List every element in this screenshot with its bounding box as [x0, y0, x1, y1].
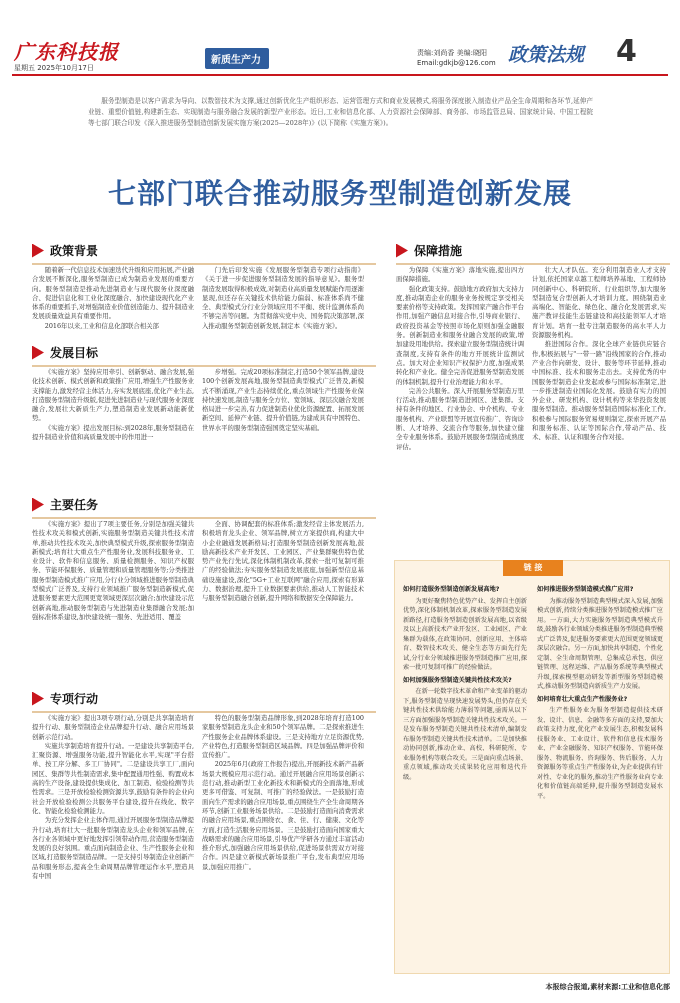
- background-col1: [32, 266, 194, 338]
- editor-credit: 责编:刘尚香 美编:晓阳: [417, 49, 487, 57]
- source-note: 本报综合报道,素材来源:工业和信息化部: [545, 983, 670, 991]
- section-title: 主要任务: [50, 498, 99, 512]
- section-title: 政策法规: [508, 44, 585, 66]
- section-title: 专项行动: [50, 692, 99, 706]
- links-box: [394, 560, 670, 974]
- section-goals: [32, 344, 376, 367]
- qa-answer: 生产性服务业为服务型制造提供技术研发、设计、信息、金融等多方面的支持,要加大政策支持力度,优化产业发展生态,积极发展科技服务业、工业设计、软件和信息技术服务业、产业金融服务、知识产权服务、节能环保服务、物流服务、咨询服务、售后服务、人力资源服务等重点生产性服务业,为企业提供有针对性、专业化的服务,推动生产性服务业向专业化和价值链高端延伸,提升服务型制造发展水平。: [537, 707, 663, 800]
- qa-question: 如何培育壮大重点生产性服务业?: [537, 695, 628, 703]
- tasks-col1: [32, 520, 194, 666]
- section-title: 保障措施: [414, 244, 463, 258]
- newspaper-logo: 广东科技报: [14, 40, 119, 64]
- paragraph: 为充分发挥企业主体作用,通过开展服务型制造品牌提升行动,培育壮大一批服务型制造龙头企业和领军品牌,在各行业各领域中更好地发挥引领带动作用,营造服务型制造发展的良好氛围。重点面向制造企业、生产性服务企业和区域,打造服务型制造品牌。一是支持引导制造企业创新产品和服务形态,提高全生命周期品牌管理运作水平,塑造具有中国: [32, 816, 194, 881]
- paragraph: 完善公共服务。深入开展服务型制造万里行活动,推动服务型制造进园区、进集群。支持有条件的地区、行业协会、中介机构、专业服务机构、产业联盟等开展宣传推广、咨询诊断、人才培养、交流合作等服务,加快建立健全专业服务体系。鼓励开展服务型制造成熟度评估。: [396, 386, 524, 451]
- section-name: 新质生产力: [205, 48, 269, 69]
- tasks-col2: [202, 520, 364, 666]
- paragraph: 为保障《实施方案》落地实施,提出四方面保障措施。: [396, 266, 524, 284]
- actions-col1: [32, 714, 194, 992]
- actions-col2: [202, 714, 364, 992]
- goals-col2: [202, 368, 364, 478]
- paragraph: 推进国际合作。深化全球产业链供应链合作,积极拓展与"一带一路"沿线国家的合作,推动产业合作向研发、设计、服务等环节延伸,推动中国标准、技术和服务走出去。支持优秀的中国服务型制造企业发起或参与国际标准制定,进一步推进制造业国际化发展。鼓励有实力的国外企业、研发机构、设计机构等来华投资发展服务型制造。推动服务型制造国际标准化工作,积极参与国际服务贸易规则制定,探索开展产品和服务标准、认证等国际合作,带动产品、技术、标准、认证和服务合作对接。: [532, 340, 666, 442]
- paragraph: 步增强。完成20项标准制定,打造50个领军品牌,建设100个创新发展高地,服务型制造典型模式广泛普及,新模式不断涌现,产业生态持续优化,重点领域生产性服务业保持快速发展,制造与服务全方位、宽领域、深层次融合发展格局进一步完善,有力促进制造业优化资源配置、拓展发展新空间、延伸产业链、提升价值链,为建成具有中国特色、世界水平的服务型制造强国奠定坚实基础。: [202, 368, 364, 432]
- editor-email: Email:gdkjb@126.com: [417, 59, 496, 67]
- measures-col1: [396, 266, 524, 546]
- section-marker-icon: [32, 692, 44, 706]
- paragraph: 《实施方案》提出发展目标:到2028年,服务型制造在提升制造业价值和高质量发展中的作用进一: [32, 423, 194, 442]
- qa-answer: 为推动服务型制造典型模式深入发展,加强模式创新,持续分类推进服务型制造模式推广应用。一方面,大力实施服务型制造典型模式升级,鼓励各行业领域分类推进服务型制造典型模式广泛普及,促进服务要素更大范围更宽领域更深层次融合。另一方面,加快共享制造、个性化定制、全生命周期管理、总集成总承包、供应链管理、远程运维、产品服务系统等典型模式升级,探索模型驱动研发等新型服务型制造模式,推动服务型制造向新质生产力发展。: [537, 597, 663, 690]
- background-col2: [202, 266, 364, 338]
- paragraph: 《实施方案》提出了7项主要任务,分别是加强关键共性技术攻关和模式创新,实施服务型制造关键共性技术清单,推动共性技术攻关,加快典型模式升级,探索服务型制造新模式;培育壮大重点生产性服务业,发展科技服务业、工业设计、软件和信息服务、质量检测服务、知识产权服务、节能环保服务、质量管理和质量管理服务等;分类推进服务型制造模式推广应用,分行业分领域推进服务型制造典型模式广泛普及,支持行业领域推广服务型制造新模式,促进服务要素更大范围更宽领域更深层次融合;加快建设示范创新高地,推动服务型制造与先进制造业集群融合发展;加强标准体系建设,加快建设统一服务、先进适用、覆盖: [32, 520, 194, 621]
- paragraph: 壮大人才队伍。充分利用制造业人才支持计划,依托国家卓越工程师培养基地、工程师协同创新中心、科研院所、行业组织等,加大服务型制造复合型创新人才培训力度。围绕制造业高端化、智能化、绿色化、融合化发展需求,实施产教评技能生态链建设和高技能领军人才培育计划。培育一批专注制造服务的高水平人力资源服务机构。: [532, 266, 666, 340]
- qa-answer: 为更好聚焦特色优势产业、发挥自主创新优势,深化体制机制改革,探索服务型制造发展新路径,打造服务型制造创新发展高地,以省级及以上高新技术产业开发区、工业园区、产业集群为载体,在政策协同、创新应用、主体培育、数智技术攻关、健全生态等方面先行先试,分行业分领域推进服务型制造推广应用,探索一批可复制可推广的经验做法。: [403, 597, 527, 671]
- section-actions: [32, 690, 376, 713]
- paragraph: 全面、协调配套的标准体系;激发经营主体发展活力,积极培育龙头企业、领军品牌,树立方案提供商,构建大中小企业融通发展新格局;打造服务型制造创新发展高地,鼓励高新技术产业开发区、工业园区、产业集群聚焦特色优势产业先行先试,深化体制机制改革,探索一批可复制可推广的经验做法;夯实服务型制造发展底座,加强新型信息基础设施建设,深化"5G+工业互联网"融合应用,探索有形算力、数据治理,提升工业数据要素供给,推动人工智能技术与服务型制造融合创新,提升网络和数据安全保障能力。: [202, 520, 364, 603]
- lead-text: 服务型制造是以客户需求为导向、以数智技术为支撑,通过创新优化生产组织形态、运营管理方式和商业发展模式,将服务深度嵌入制造业产品全生命周期和各环节,延伸产业链、重塑价值链,构建新生态、实现制造与服务融合发展的新型产业形态。近日,工业和信息化部、人力资源社会保障部、商务部、市场监管总局、国家统计局、中国工程院等七部门联合印发《深入推进服务型制造创新发展实施方案(2025—2028年)》(以下简称《实施方案》)。: [88, 97, 593, 127]
- section-marker-icon: [32, 346, 44, 360]
- headline: 七部门联合推动服务型制造创新发展: [107, 177, 572, 210]
- section-marker-icon: [396, 244, 408, 258]
- section-marker-icon: [32, 498, 44, 512]
- qa-answer: 在新一轮数字技术革命和产业变革的驱动下,服务型制造呈现快速发展势头,但仍存在关键共性技术供给能力薄弱等问题,亟需从以下三方面加强服务型制造关键共性技术攻关。一是发布服务型制造关键共性技术清单,编制发布服务型制造关键共性技术清单。二是加快推动协同创新,推动企业、高校、科研院所、专业服务机构等联合攻关。三是面向重点场景、重点领域,推动攻关成果转化应用和迭代升级。: [403, 688, 527, 781]
- masthead-rule: [12, 74, 668, 76]
- section-measures: [396, 242, 670, 265]
- links-col2: [537, 585, 663, 969]
- page-number: 4: [616, 34, 637, 69]
- goals-col1: [32, 368, 194, 478]
- measures-col2: [532, 266, 666, 546]
- masthead: [0, 0, 680, 80]
- issue-date: 星期五 2025年10月17日: [14, 64, 94, 72]
- qa-question: 如何打造服务型制造创新发展高地?: [403, 586, 500, 593]
- qa-question: 如何推进服务型制造模式推广应用?: [537, 586, 634, 593]
- section-marker-icon: [32, 244, 44, 258]
- section-tasks: [32, 496, 376, 519]
- paragraph: 特色的服务型制造品牌形象,到2028年培育打造100家服务型制造龙头企业和50个领军品牌。二是探索推进生产性服务企业品牌体系建设。三是支持地方立足资源优势,产业特色,打造服务型制造区域品牌。四是加强品牌评价和宣传推广。: [202, 714, 364, 760]
- paragraph: 随着新一代信息技术加速迭代升级和应用拓展,产业融合发展不断深化,服务型制造已成为制造业发展的重要方向。服务型制造是推动先进制造业与现代服务业深度融合、促进信息化和工业化深度融合、加快建设现代化产业体系的重要抓手,对增强制造业价值创造能力、提升制造业发展质量效益具有重要作用。: [32, 266, 194, 321]
- qa-question: 如何加强服务型制造关键共性技术攻关?: [403, 676, 512, 684]
- paragraph: 实施共享制造培育提升行动。一是建设共享制造平台,汇聚资源、增强服务功能,提升智能化水平,实现"平台搭单、按工序分解、多工厂协同"。二是建设共享工厂,面向园区、集群等共性制造需求,集中配置通用性强、购置成本高的生产设备,建设提供集成化、加工制造、检验检测等共性需求。三是开放检验检测资源共享,鼓励有条件的企业向社会开放检验检测公共服务平台建设,提升在线化、数字化、智能化检验检测能力。: [32, 741, 194, 815]
- paragraph: 2025年6月(政府工作报告)提出,开展新技术新产品新场景大规模应用示范行动。通过开展融合应用场景创新示范行动,推动新型工业化新技术和新模式的全面落地,形成更多可借鉴、可复制、可推广的经验做法。一是鼓励打造面向生产需求的融合应用场景,重点围绕生产全生命周期各环节,创新工业服务场景供给。二是鼓励打造面向消费需求的融合应用场景,重点围绕衣、食、住、行、健康、文化等方面,打造生活服务应用场景。三是鼓励打造面向国家重大战略需求的融合应用场景,引导优产学研各方通过丰富活动推介形式,加强融合应用场景供给,促进场景供需双方对接合作。四是建立新模式新场景推广平台,发布典型应用场景,加强应用推广。: [202, 760, 364, 871]
- lead-paragraph: [88, 96, 593, 162]
- paragraph: 《实施方案》坚持应用牵引、创新驱动、融合发展,强化技术创新、模式创新和政策推广应用,增强生产性服务业支撑能力,激发经营主体活力,夯实发展底座,优化产业生态,打造服务型制造升级版,促进先进制造业与现代服务业深度融合,发展壮大新质生产力,塑造制造业发展新动能新优势。: [32, 368, 194, 423]
- paragraph: 《实施方案》提出3项专项行动,分别是共享制造培育提升行动、服务型制造企业品牌提升行动、融合应用场景创新示范行动。: [32, 714, 194, 741]
- links-label: 链 接: [503, 560, 563, 576]
- paragraph: 2016年以来,工业和信息化部联合相关部: [44, 321, 159, 330]
- links-col1: [403, 585, 527, 969]
- section-title: 发展目标: [50, 346, 99, 360]
- section-background: [32, 242, 376, 265]
- paragraph: 强化政策支持。鼓励地方政府加大支持力度,推动制造企业的服务业务按规定享受相关要素价格等支持政策。发挥国家产融合作平台作用,加强产融信息对接合作,引导商业银行、政府投资基金等按照市场化原则加强金融服务。创新制造业和服务业融合发展的政策,增加建设用地供给。探索建立服务型制造统计调查制度,支持有条件的地方开展统计监测试点。加大对企业知识产权保护力度,加强成果转化和产业化。健全完善促进服务型制造发展的体制机制,提升行业治理能力和水平。: [396, 284, 524, 386]
- paragraph: 门先后印发实施《发展服务型制造专项行动指南》《关于进一步促进服务型制造发展的指导意见》。服务型制造发展取得积极成效,对制造业高质量发展赋能作用逐渐显现,但还存在关键技术供给能力偏弱、标准体系尚不健全、典型模式分行业分领域应用不平衡、统计监测体系尚不够完善等问题。为贯彻落实党中央、国务院决策部署,深入推动服务型制造创新发展,制定本《实施方案》。: [202, 266, 364, 330]
- section-title: 政策背景: [50, 244, 99, 258]
